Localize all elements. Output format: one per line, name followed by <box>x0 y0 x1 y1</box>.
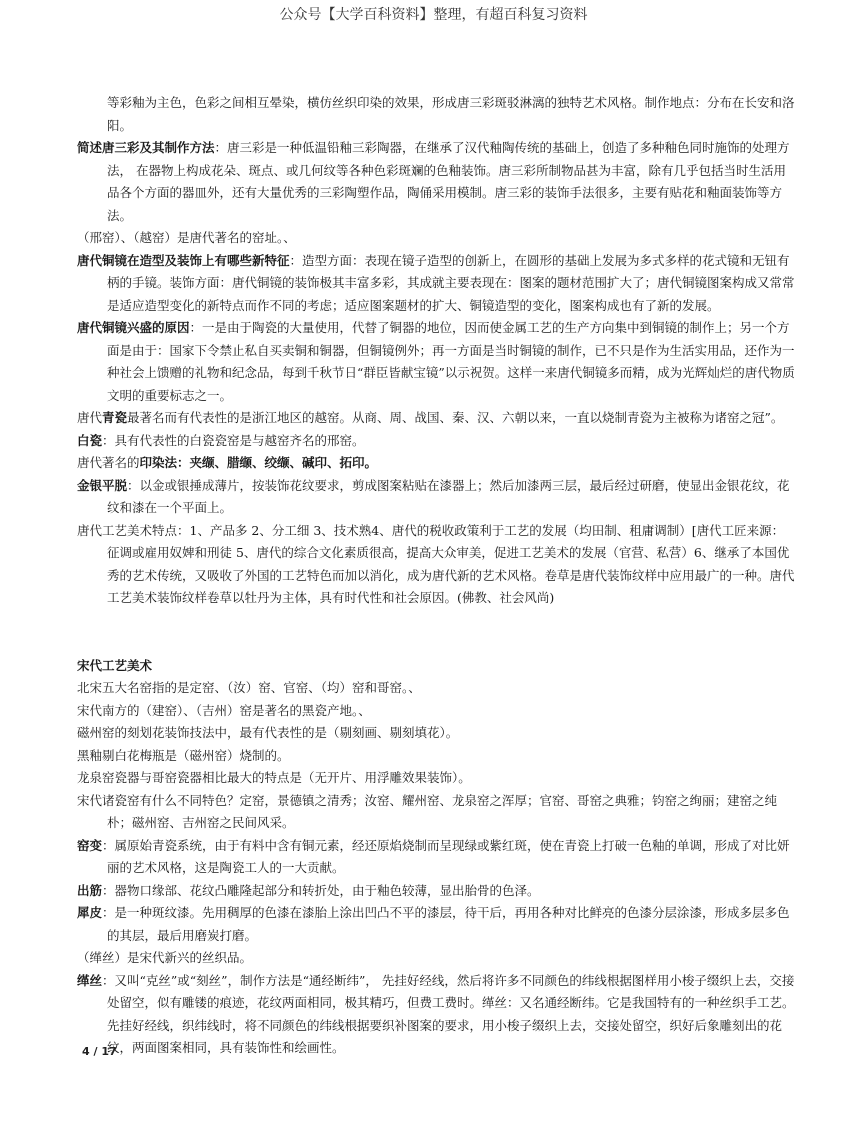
paragraph-kesi: 缂丝：又叫“克丝”或“刻丝”，制作方法是“通经断纬”， 先挂好经线，然后将许多不同颜色的纬线根据图样用小梭子缀织上去，交接处留空，似有雕镂的痕迹，花纹两面相同，极其精巧，但费工费时。缂丝：又名通经断纬。它是我国特有的一种丝织手工艺。先挂好经线，织纬线时，将不同颜色的纬线根据要织补图案的要求，用小梭子缀织上去，交接处留空，织好后象雕刻出的花纹，两面图案相同，具有装饰性和绘画性。 <box>77 972 795 1055</box>
paragraph-kilns: （邢窑）、（越窑）是唐代著名的窑址。、 <box>77 230 296 245</box>
page-header: 公众号【大学百科资料】整理，有超百科复习资料 <box>279 7 588 23</box>
term-dyeing: 印染法 <box>139 455 178 470</box>
paragraph-tang-sancai: 简述唐三彩及其制作方法：唐三彩是一种低温铅釉三彩陶器，在继承了汉代釉陶传统的基础上，创造了多种釉色同时施饰的处理方法， 在器物上构成花朵、斑点、或几何纹等各种色彩斑斓的色釉装饰。唐三彩所制物品甚为丰富，除有几乎包括当时生活用品各个方面的器皿外，还有大量优秀的三彩陶塑作品，陶俑采用模制。唐三彩的装饰手法很多，主要有贴花和釉面装饰等方法。 <box>77 140 790 223</box>
paragraph-white-porcelain: 白瓷：具有代表性的白瓷瓷窑是与越窑齐名的邢窑。 <box>77 432 365 448</box>
term-yaobian: 窑变 <box>77 837 103 853</box>
paragraph-cizhou-technique: 磁州窑的刻划花装饰技法中，最有代表性的是（剔刻画、剔刻填花）。 <box>77 725 459 740</box>
paragraph-five-kilns: 北宋五大名窑指的是定窑、（汝）窑、官窑、（均）窑和哥窑。、 <box>77 680 421 695</box>
term-xipi: 犀皮 <box>77 905 103 920</box>
paragraph-kiln-features: 宋代诸瓷窑有什么不同特色？定窑，景德镇之清秀；汝窑、耀州窑、龙泉窑之浑厚；官窑、哥窑之典雅；钧窑之绚丽；建窑之纯朴；磁州窑、吉州窑之民间风采。 <box>77 792 778 830</box>
section-title-song: 宋代工艺美术 <box>77 657 153 673</box>
term-chujin: 出筋 <box>77 882 103 898</box>
term-mirror-features: 唐代铜镜在造型及装饰上有哪些新特征 <box>77 252 290 268</box>
term-tang-sancai: 简述唐三彩及其制作方法 <box>77 140 215 155</box>
document-body <box>77 92 795 1060</box>
paragraph-mirror-reasons: 唐代铜镜兴盛的原因：一是由于陶瓷的大量使用，代替了铜器的地位，因而使金属工艺的生产方向集中到铜镜的制作上；另一个方面是由于：国家下令禁止私自买卖铜和铜器，但铜镜例外；再一方面是当时铜镜的制作，已不只是作为生活实用品，还作为一种社会上馈赠的礼物和纪念品，每到千秋节日“群臣皆献宝镜”以示祝贺。这样一来唐代铜镜多而精，成为光辉灿烂的唐代物质文明的重要标志之一。 <box>77 320 795 403</box>
paragraph-longquan: 龙泉窑瓷器与哥窑瓷器相比最大的特点是（无开片、用浮雕效果装饰）。 <box>77 770 471 785</box>
paragraph-dyeing: 唐代著名的印染法：夹缬、腊缬、绞缬、碱印、拓印。 <box>77 455 378 470</box>
paragraph-kesi-intro: （缂丝）是宋代新兴的丝织品。 <box>77 950 253 965</box>
section-gap <box>77 610 795 655</box>
paragraph-continuation: 等彩釉为主色，色彩之间相互晕染，横仿丝织印染的效果，形成唐三彩斑驳淋漓的独特艺术风格。制作地点：分布在长安和洛阳。 <box>107 95 795 133</box>
paragraph-black-porcelain: 宋代南方的（建窑）、（吉州）窑是著名的黑瓷产地。、 <box>77 702 371 718</box>
paragraph-celadon: 唐代青瓷最著名而有代表性的是浙江地区的越窑。从商、周、战国、秦、汉、六朝以来，一直以烧制青瓷为主被称为诸窑之冠”。 <box>77 410 784 425</box>
term-gold-silver-inlay: 金银平脱 <box>77 477 128 493</box>
paragraph-mirror-features: 唐代铜镜在造型及装饰上有哪些新特征：造型方面：表现在镜子造型的创新上，在圆形的基础上发展为多式多样的花式镜和无钮有柄的手镜。装饰方面：唐代铜镜的装饰极其丰富多彩，其成就主要表现在：图案的题材范围扩大了；唐代铜镜图案构成又常常是适应造型变化的新特点而作不同的考虑；适应图案题材的扩大、铜镜造型的变化，图案构成也有了新的发展。 <box>77 252 795 313</box>
term-mirror-reasons: 唐代铜镜兴盛的原因 <box>77 320 190 335</box>
paragraph-xipi: 犀皮：是一种斑纹漆。先用稠厚的色漆在漆胎上涂出凹凸不平的漆层，待干后，再用各种对比鲜亮的色漆分层涂漆，形成多层多色的其层，最后用磨炭打磨。 <box>77 905 790 943</box>
paragraph-gold-silver-inlay: 金银平脱：以金或银捶成薄片，按装饰花纹要求，剪成图案粘贴在漆器上；然后加漆两三层，最后经过研磨，使显出金银花纹，花纹和漆在一个平面上。 <box>77 477 790 515</box>
paragraph-tang-features: 唐代工艺美术特点：1、产品多 2、分工细 3、技术熟4、唐代的税收政策利于工艺的发展（均田制、租庸调制）[唐代工匠来源：征调或雇用奴婢和刑徒 5、唐代的综合文化素质很高，提高大众审美，促进工艺美术的发展（官营、私营）6、继承了本国优秀的艺术传统，又吸收了外国的工艺特色而加以消化，成为唐代新的艺术风格。卷草是唐代装饰纹样中应用最广的一种。唐代工艺美术装饰纹样卷草以牡丹为主体，具有时代性和社会原因。(佛教、社会风尚) <box>77 522 795 605</box>
paragraph-chujin: 出筋：器物口缘部、花纹凸雕隆起部分和转折处，由于釉色较薄，显出胎骨的色泽。 <box>77 882 540 898</box>
paragraph-plum-vase: 黑釉剔白花梅瓶是（磁州窑）烧制的。 <box>77 747 290 763</box>
term-white-porcelain: 白瓷 <box>77 432 103 448</box>
term-kesi: 缂丝 <box>77 972 103 988</box>
page-number: 4 / 17 <box>82 1045 117 1058</box>
term-celadon: 青瓷 <box>102 410 128 425</box>
paragraph-yaobian: 窑变：属原始青瓷系统，由于有料中含有铜元素，经还原焰烧制而呈现绿或紫红斑，使在青瓷上打破一色釉的单调，形成了对比妍丽的艺术风格，这是陶瓷工人的一大贡献。 <box>77 837 790 875</box>
